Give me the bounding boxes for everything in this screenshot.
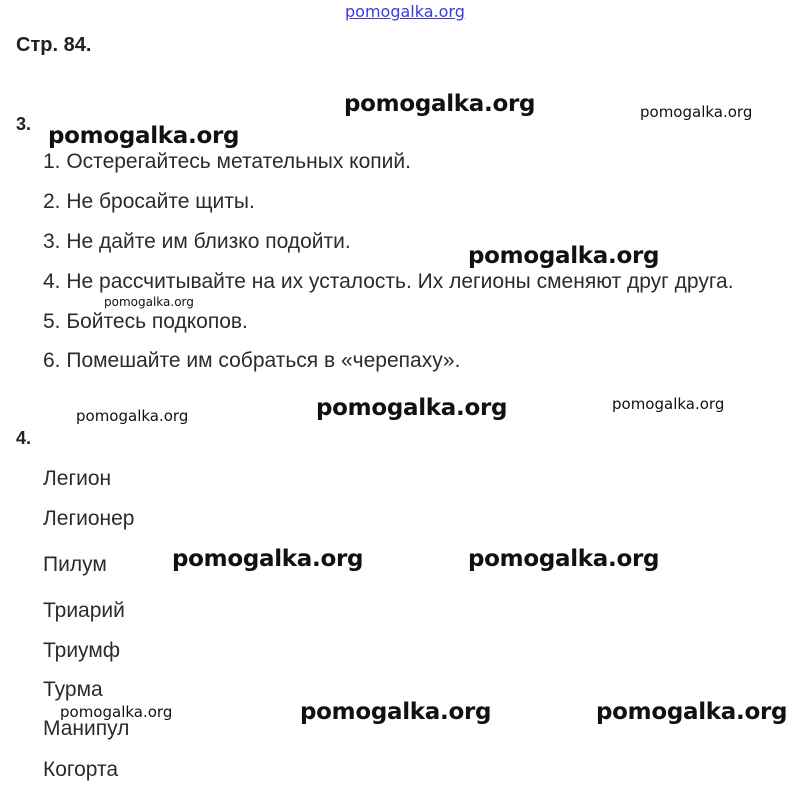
watermark: pomogalka.org — [596, 699, 788, 725]
list-item: 2. Не бросайте щиты. — [43, 190, 255, 213]
list-item: 1. Остерегайтесь метательных копий. — [43, 150, 411, 173]
list-item: 4. Не рассчитывайте на их усталость. Их легионы сменяют друг друга. — [43, 270, 734, 293]
page-title: Стр. 84. — [16, 34, 92, 56]
watermark: pomogalka.org — [344, 91, 536, 117]
watermark: pomogalka.org — [104, 295, 194, 309]
list-item: 5. Бойтесь подкопов. — [43, 310, 248, 333]
term-item: Триумф — [43, 639, 121, 662]
list-item: 6. Помешайте им собраться в «черепаху». — [43, 349, 461, 372]
section-3-number: 3. — [16, 114, 32, 134]
term-item: Когорта — [43, 758, 119, 781]
watermark: pomogalka.org — [300, 699, 492, 725]
term-item: Триарий — [43, 599, 125, 622]
term-item: Легионер — [43, 507, 135, 530]
watermark: pomogalka.org — [468, 243, 660, 269]
watermark: pomogalka.org — [172, 546, 364, 572]
term-item: Пилум — [43, 553, 107, 576]
list-item: 3. Не дайте им близко подойти. — [43, 230, 351, 253]
watermark: pomogalka.org — [76, 407, 189, 425]
term-item: Турма — [43, 678, 103, 701]
header-site-link[interactable]: pomogalka.org — [345, 2, 465, 21]
watermark: pomogalka.org — [612, 395, 725, 413]
term-item: Легион — [43, 467, 112, 490]
watermark: pomogalka.org — [640, 103, 753, 121]
watermark: pomogalka.org — [468, 546, 660, 572]
watermark: pomogalka.org — [48, 123, 240, 149]
section-4-number: 4. — [16, 428, 32, 448]
watermark: pomogalka.org — [316, 395, 508, 421]
term-item: Манипул — [43, 717, 130, 740]
watermark: pomogalka.org — [60, 703, 173, 721]
